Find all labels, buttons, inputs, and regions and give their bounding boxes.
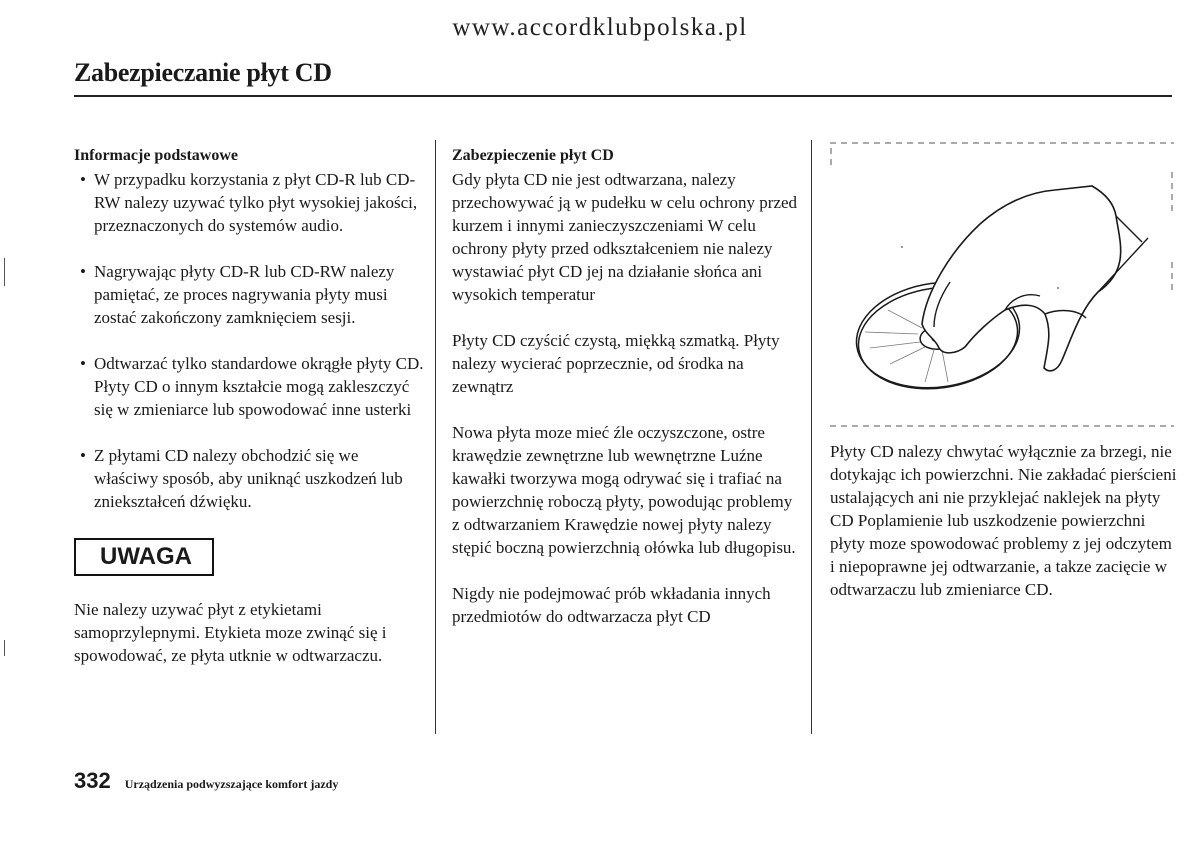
section-heading: Informacje podstawowe [74,147,238,164]
bullet-text: Z płytami CD nalezy obchodzić się we właściwy sposób, aby uniknąć uszkodzeń lub zniekształceń dźwięku. [94,446,403,511]
middle-column [452,144,802,651]
bullet-text: W przypadku korzystania z płyt CD-R lub CD-RW nalezy uzywać tylko płyt wysokiej jakości, przeznaczonych do systemów audio. [94,170,418,235]
warning-label: UWAGA [74,538,214,576]
list-item [74,168,424,237]
title-divider [74,95,1172,97]
paragraph: Gdy płyta CD nie jest odtwarzana, nalezy przechowywać ją w pudełku w celu ochrony przed kurzem i innymi zanieczyszczeniami W celu ochrony płyty przed odkształceniem nie nalezy wystawiać płyt CD jej na działanie słońca ani wysokich temperatur [452,170,798,304]
list-item [74,260,424,329]
left-column [74,144,424,667]
section-heading: Zabezpieczenie płyt CD [452,147,614,164]
hand-holding-cd-icon [830,142,1174,428]
site-url: www.accordklubpolska.pl [452,14,748,41]
bullet-text: Odtwarzać tylko standardowe okrągłe płyty CD. Płyty CD o innym kształcie mogą zakleszczyć się w zmieniarce lub spowodować inne usterki [94,354,424,419]
page-footer [74,768,338,794]
margin-mark [4,258,5,286]
bullet-icon: • [80,170,86,189]
right-column [830,440,1178,601]
bullet-icon: • [80,262,86,281]
illustration-caption: Płyty CD nalezy chwytać wyłącznie za brzegi, nie dotykając ich powierzchni. Nie zakładać pierścieni ustalających ani nie przyklejać naklejek na płyty CD Poplamienie lub uszkodzenie powierzchni płyty moze spowodować problemy z jej odczytem i niepoprawne jej odtwarzanie, a takze zacięcie w odtwarzaczu lub zmieniarce CD. [830,442,1177,599]
paragraph: Nowa płyta moze mieć źle oczyszczone, ostre krawędzie zewnętrzne lub wewnętrzne Luźne kawałki tworzywa mogą odrywać się i trafiać na powierzchnię roboczą płyty, powodując problemy z odtwarzaniem Krawędzie nowej płyty nalezy stępić boczną powierzchnią ołówka lub długopisu. [452,423,796,557]
paragraph: Płyty CD czyścić czystą, miękką szmatką. Płyty nalezy wycierać poprzecznie, od środka na zewnątrz [452,331,780,396]
section-name: Urządzenia podwyzszające komfort jazdy [124,777,339,791]
paragraph: Nigdy nie podejmować prób wkładania innych przedmiotów do odtwarzacza płyt CD [452,584,771,626]
margin-mark [4,640,5,656]
column-divider [811,140,812,734]
list-item [74,444,424,513]
list-item [74,352,424,421]
bullet-icon: • [80,446,86,465]
bullet-text: Nagrywając płyty CD-R lub CD-RW nalezy pamiętać, ze proces nagrywania płyty musi zostać zakończony zamknięciem sesji. [94,262,395,327]
column-divider [435,140,436,734]
bullet-icon: • [80,354,86,373]
page-title: Zabezpieczanie płyt CD [74,58,332,87]
warning-text: Nie nalezy uzywać płyt z etykietami samoprzylepnymi. Etykieta moze zwinąć się i spowodować, ze płyta utknie w odtwarzaczu. [74,600,387,665]
page-number: 332 [74,768,111,793]
